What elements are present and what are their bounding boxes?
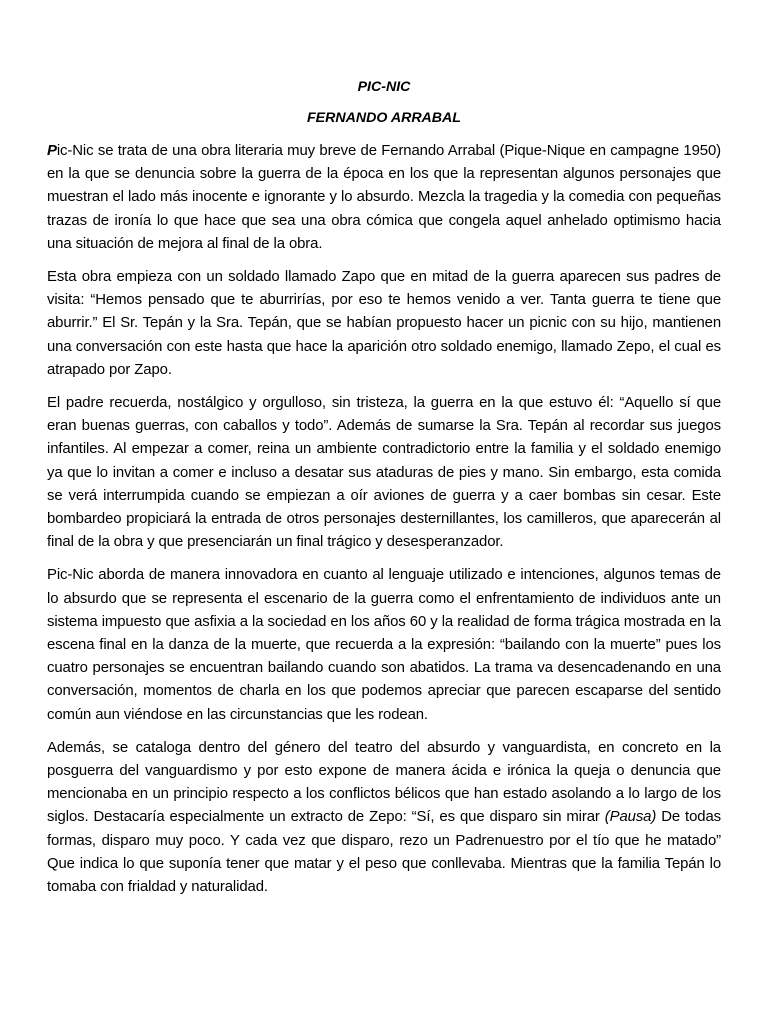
paragraph-5-text-after: De todas formas, disparo muy poco. Y cada vez que disparo, rezo un Padrenuestro por el tío que he matado” Que indica lo que suponía tener que matar y el peso que conllevaba. Mientras que la familia Tepán lo tomaba con frialdad y naturalidad. — [47, 809, 721, 896]
paragraph-3: El padre recuerda, nostálgico y orgulloso, sin tristeza, la guerra en la que estuvo él: “Aquello sí que eran buenas guerras, con caballos y todo”. Además de sumarse la Sra. Tepán al recordar sus juegos infantiles. Al empezar a comer, reina un ambiente contradictorio entre la familia y el soldado enemigo ya que lo invitan a comer e incluso a desatar sus ataduras de pies y mano. Sin embargo, esta comida se verá interrumpida cuando se empiezan a oír aviones de guerra y a caer bombas sin cesar. Este bombardeo propiciará la entrada de otros personajes desternillantes, los camilleros, que aparecerán al final de la obra y que presenciarán un final trágico y desesperanzador. — [47, 395, 721, 551]
paragraph-5 — [47, 737, 721, 899]
paragraph-1 — [47, 140, 721, 256]
paragraph-2: Esta obra empieza con un soldado llamado Zapo que en mitad de la guerra aparecen sus padres de visita: “Hemos pensado que te aburrirías, por eso te hemos venido a ver. Tanta guerra te tiene que aburrir.” El Sr. Tepán y la Sra. Tepán, que se habían propuesto hacer un picnic con su hijo, mantienen una conversación con este hasta que hace la aparición otro soldado enemigo, llamado Zepo, el cual es atrapado por Zapo. — [47, 269, 721, 378]
document-author: FERNANDO ARRABAL — [307, 110, 461, 126]
paragraph-4: Pic-Nic aborda de manera innovadora en cuanto al lenguaje utilizado e intenciones, algunos temas de lo absurdo que se representa el escenario de la guerra como el enfrentamiento de individuos ante un sistema impuesto que asfixia a la sociedad en los años 60 y la realidad de forma trágica mostrada en la escena final en la danza de la muerte, que recuerda a la expresión: “bailando con la muerte” pues los cuatro personajes se encuentran bailando cuando son abatidos. La trama va desencadenando en una conversación, momentos de charla en los que podemos apreciar que parecen escaparse del sentido común aun viéndose en las circunstancias que les rodean. — [47, 567, 721, 723]
paragraph-5-italic: (Pausa) — [604, 809, 657, 826]
paragraph-1-initial: P — [47, 143, 57, 159]
paragraph-5-text-before: Además, se cataloga dentro del género del teatro del absurdo y vanguardista, en concreto en la posguerra del vanguardismo y por esto expone de manera ácida e irónica la queja o denuncia que mencionaba en un principio respecto a los conflictos bélicos que han estado asolando a lo largo de los siglos. Destacaría especialmente un extracto de Zepo: “Sí, es que disparo sin mirar — [47, 739, 721, 826]
document-title: PIC-NIC — [357, 79, 411, 95]
document-page — [47, 78, 721, 909]
paragraph-1-text: ic-Nic se trata de una obra literaria muy breve de Fernando Arrabal (Pique-Nique en campagne 1950) en la que se denuncia sobre la guerra de la época en los que la representan algunos personajes que muestran el lado más inocente e ignorante y lo absurdo. Mezcla la tragedia y la comedia con pequeñas trazas de ironía lo que hace que sea una obra cómica que congela aquel anhelado optimismo hacia una situación de mejora al final de la obra. — [47, 143, 721, 252]
